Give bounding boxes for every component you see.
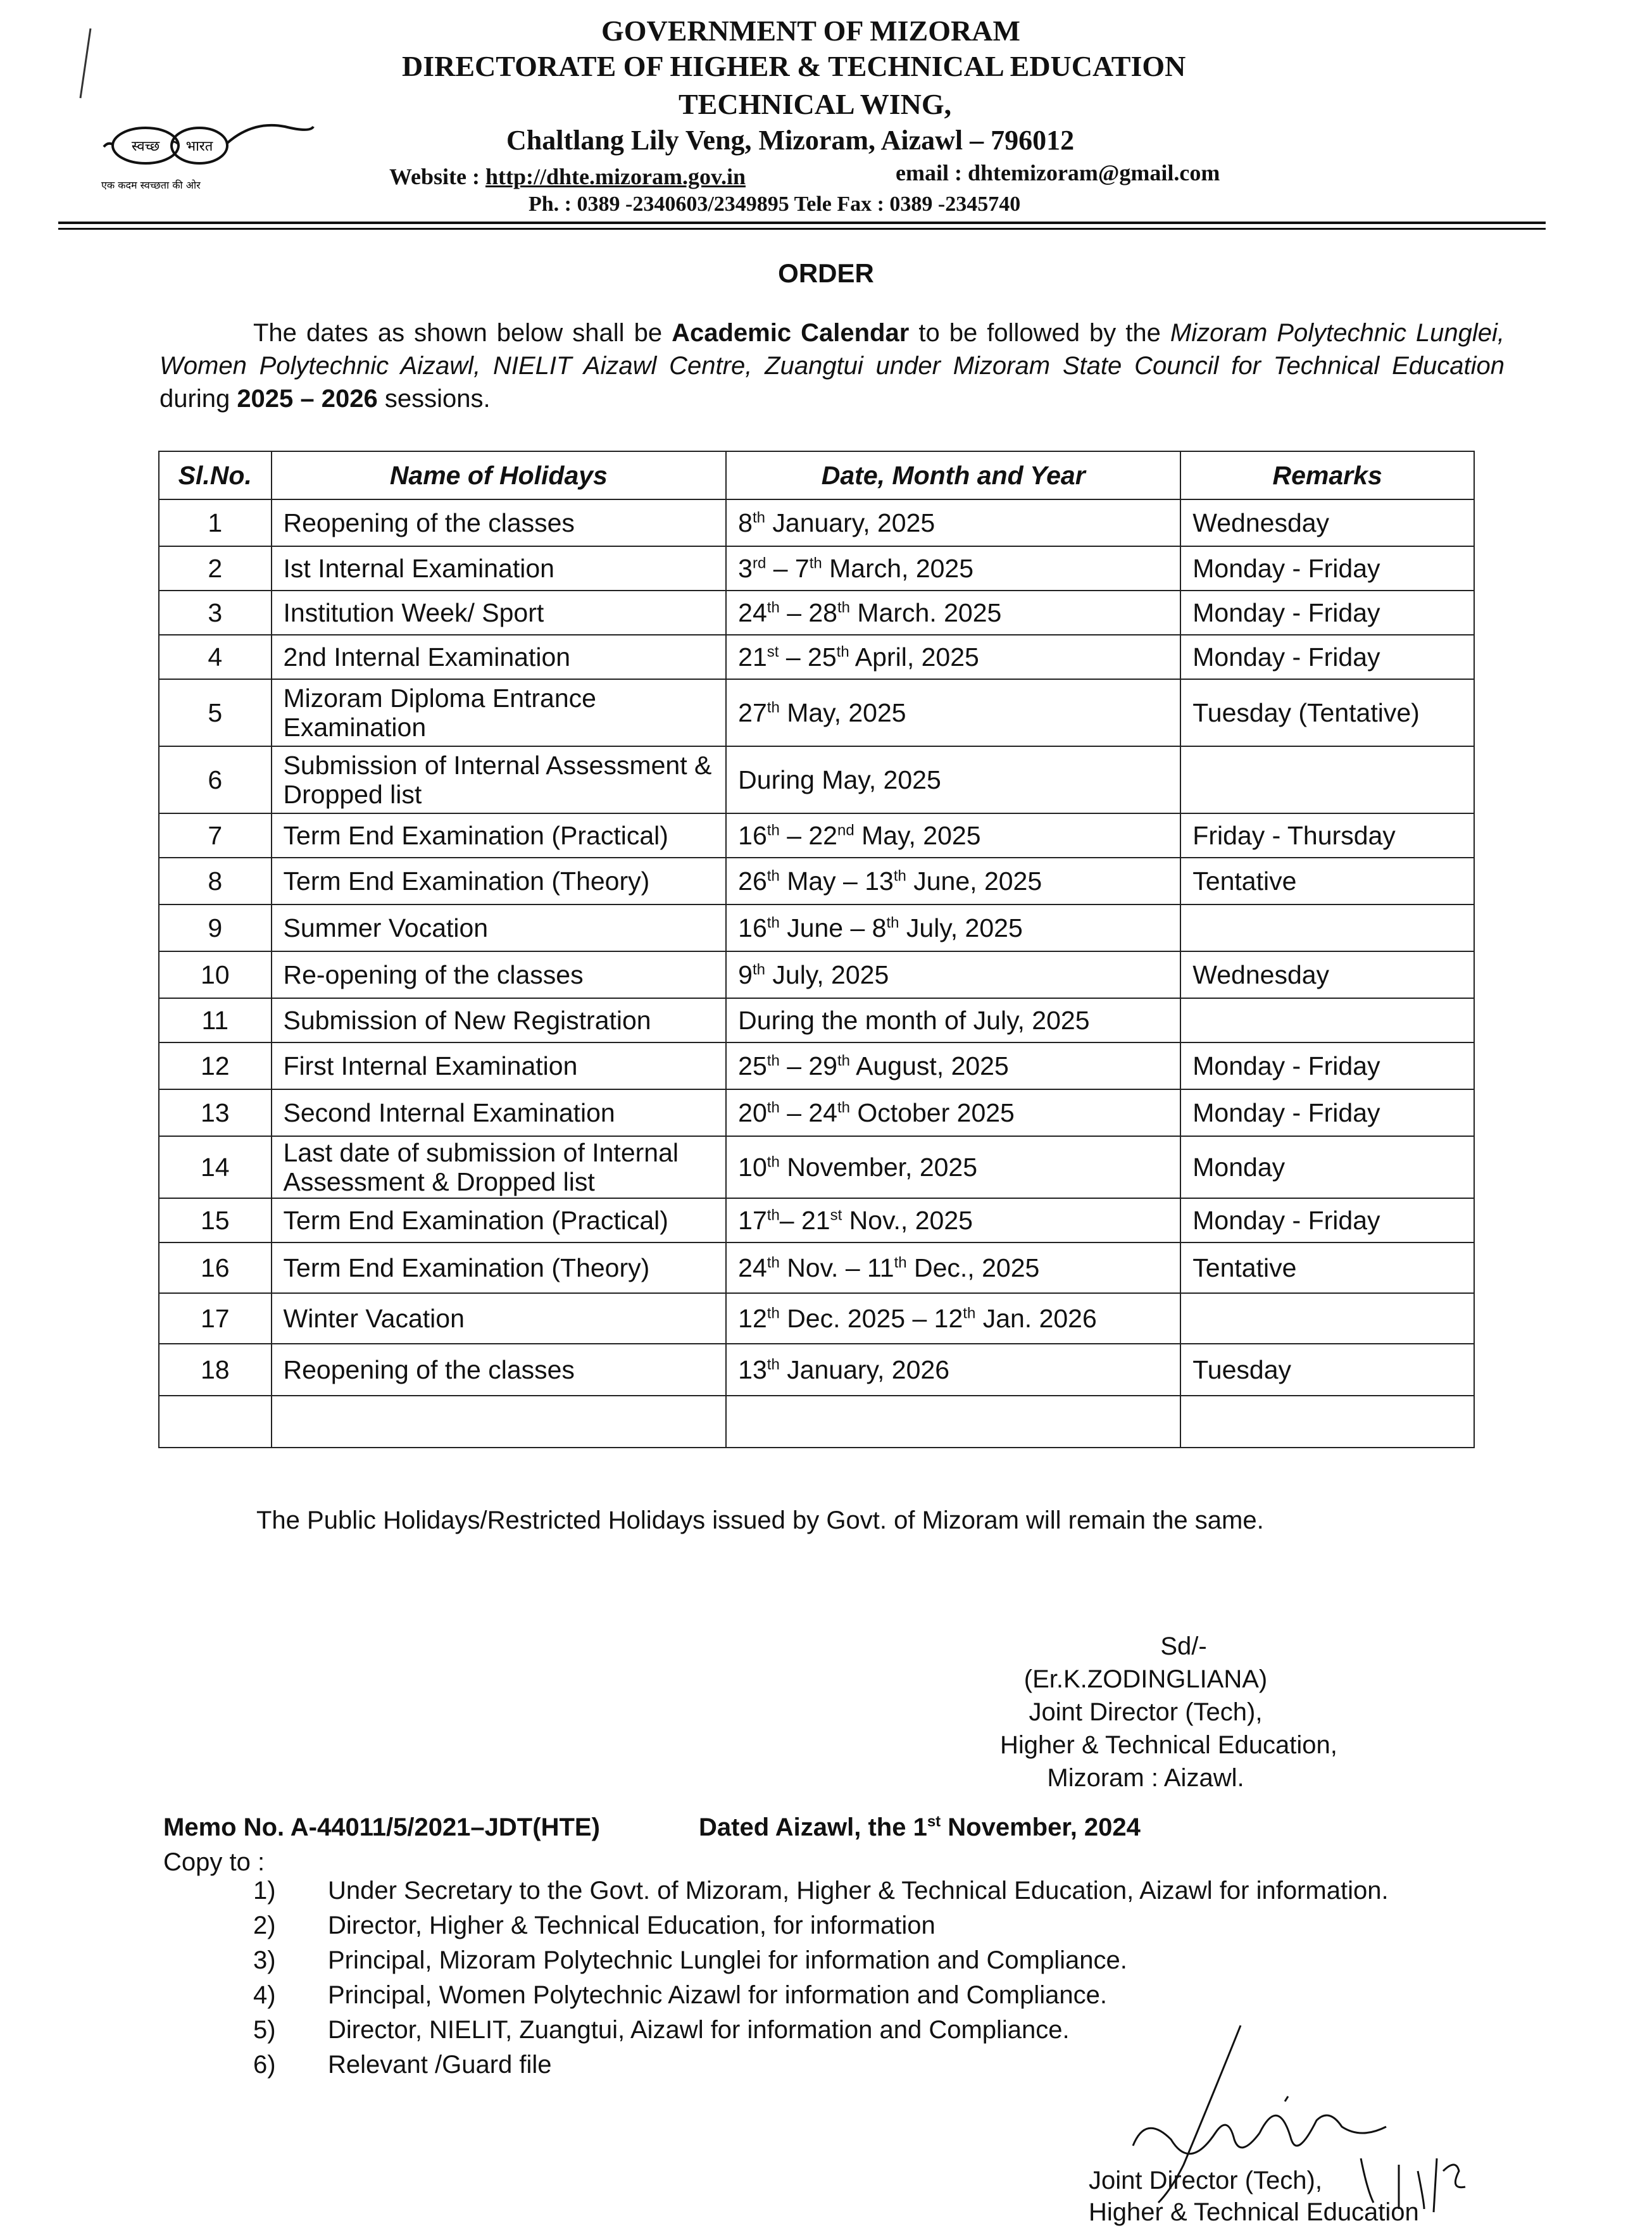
table-row bbox=[159, 1396, 1474, 1448]
phone-line: Ph. : 0389 -2340603/2349895 Tele Fax : 0389 -2345740 bbox=[529, 192, 1021, 216]
table-row bbox=[159, 679, 1474, 746]
row-remarks: Monday - Friday bbox=[1180, 1198, 1474, 1242]
row-slno: 7 bbox=[159, 813, 272, 858]
row-remarks: Monday - Friday bbox=[1180, 546, 1474, 591]
row-holiday-name: 2nd Internal Examination bbox=[272, 635, 727, 679]
website-label: Website : bbox=[389, 164, 480, 189]
copy-to-text: Principal, Women Polytechnic Aizawl for information and Compliance. bbox=[328, 1981, 1107, 2009]
row-date: 24th Nov. – 11th Dec., 2025 bbox=[726, 1242, 1180, 1293]
logo-right-word: भारत bbox=[185, 139, 213, 154]
govt-title: GOVERNMENT OF MIZORAM bbox=[601, 15, 1020, 47]
table-row bbox=[159, 546, 1474, 591]
website-line bbox=[389, 163, 746, 190]
order-title: ORDER bbox=[778, 258, 874, 288]
row-date: 20th – 24th October 2025 bbox=[726, 1089, 1180, 1136]
wing-title: TECHNICAL WING, bbox=[679, 88, 952, 120]
table-row bbox=[159, 1344, 1474, 1396]
memo-date: Dated Aizawl, the 1st November, 2024 bbox=[699, 1813, 1141, 1841]
signature-designation: Joint Director (Tech), Higher & Technical Education bbox=[1089, 2167, 1419, 2226]
row-slno: 8 bbox=[159, 858, 272, 904]
row-date: 21st – 25th April, 2025 bbox=[726, 635, 1180, 679]
copy-to-text: Relevant /Guard file bbox=[328, 2051, 552, 2079]
pen-mark bbox=[73, 25, 98, 101]
signatory-name: (Er.K.ZODINGLIANA) bbox=[1023, 1665, 1268, 1693]
row-date: 27th May, 2025 bbox=[726, 679, 1180, 746]
address: Chaltlang Lily Veng, Mizoram, Aizawl – 796012 bbox=[506, 125, 1075, 156]
row-date: 12th Dec. 2025 – 12th Jan. 2026 bbox=[726, 1293, 1180, 1344]
order-paragraph: The dates as shown below shall be Academic Calendar to be followed by the Mizoram Polytechnic Lunglei, Women Polytechnic Aizawl, NIELIT Aizawl Centre, Zuangtui under Mizoram State Council for Technical Education during 2025 – 2026 sessions. bbox=[160, 319, 1505, 413]
row-remarks: Monday - Friday bbox=[1180, 1089, 1474, 1136]
table-header-row bbox=[159, 451, 1474, 499]
table-row bbox=[159, 813, 1474, 858]
row-remarks: Monday - Friday bbox=[1180, 1042, 1474, 1089]
row-holiday-name: Reopening of the classes bbox=[272, 499, 727, 546]
row-holiday-name: Reopening of the classes bbox=[272, 1344, 727, 1396]
row-remarks bbox=[1180, 904, 1474, 951]
col-header-slno: Sl.No. bbox=[159, 451, 272, 499]
copy-to-label: Copy to : bbox=[163, 1848, 265, 1876]
row-date: 10th November, 2025 bbox=[726, 1136, 1180, 1198]
copy-to-number: 1) bbox=[253, 1877, 276, 1905]
row-holiday-name: Ist Internal Examination bbox=[272, 546, 727, 591]
row-holiday-name: Last date of submission of Internal Assessment & Dropped list bbox=[272, 1136, 727, 1198]
row-date: 9th July, 2025 bbox=[726, 951, 1180, 998]
swachh-bharat-logo-icon bbox=[95, 120, 335, 196]
row-holiday-name: Term End Examination (Theory) bbox=[272, 858, 727, 904]
table-row bbox=[159, 1136, 1474, 1198]
row-slno: 14 bbox=[159, 1136, 272, 1198]
row-remarks: Tuesday bbox=[1180, 1344, 1474, 1396]
public-holidays-note: The Public Holidays/Restricted Holidays issued by Govt. of Mizoram will remain the same. bbox=[256, 1506, 1264, 1534]
row-date: 26th May – 13th June, 2025 bbox=[726, 858, 1180, 904]
row-slno: 16 bbox=[159, 1242, 272, 1293]
row-slno: 15 bbox=[159, 1198, 272, 1242]
academic-calendar-table bbox=[158, 451, 1475, 1448]
table-row bbox=[159, 1042, 1474, 1089]
table-row bbox=[159, 1089, 1474, 1136]
signatory-block bbox=[1000, 1630, 1337, 1794]
directorate-title: DIRECTORATE OF HIGHER & TECHNICAL EDUCATION bbox=[402, 50, 1186, 82]
copy-to-number: 2) bbox=[253, 1912, 276, 1939]
row-date: 16th – 22nd May, 2025 bbox=[726, 813, 1180, 858]
table-row bbox=[159, 1242, 1474, 1293]
row-slno: 9 bbox=[159, 904, 272, 951]
row-slno: 6 bbox=[159, 746, 272, 813]
row-date: 13th January, 2026 bbox=[726, 1344, 1180, 1396]
table-row bbox=[159, 998, 1474, 1042]
row-slno: 4 bbox=[159, 635, 272, 679]
copy-to-number: 5) bbox=[253, 2016, 276, 2044]
row-remarks: Monday - Friday bbox=[1180, 591, 1474, 635]
row-date: 24th – 28th March. 2025 bbox=[726, 591, 1180, 635]
table-row bbox=[159, 1293, 1474, 1344]
email-address[interactable]: dhtemizoram@gmail.com bbox=[967, 160, 1220, 185]
copy-to-text: Director, Higher & Technical Education, for information bbox=[328, 1912, 936, 1939]
row-slno: 5 bbox=[159, 679, 272, 746]
row-holiday-name: First Internal Examination bbox=[272, 1042, 727, 1089]
row-date: 8th January, 2025 bbox=[726, 499, 1180, 546]
row-remarks bbox=[1180, 746, 1474, 813]
row-holiday-name: Term End Examination (Theory) bbox=[272, 1242, 727, 1293]
row-date: During May, 2025 bbox=[726, 746, 1180, 813]
row-holiday-name: Institution Week/ Sport bbox=[272, 591, 727, 635]
row-remarks: Tentative bbox=[1180, 858, 1474, 904]
row-slno bbox=[159, 1396, 272, 1448]
row-date bbox=[726, 1396, 1180, 1448]
row-slno: 2 bbox=[159, 546, 272, 591]
row-remarks bbox=[1180, 998, 1474, 1042]
copy-to-text: Under Secretary to the Govt. of Mizoram, Higher & Technical Education, Aizawl for information. bbox=[328, 1877, 1389, 1905]
row-slno: 17 bbox=[159, 1293, 272, 1344]
row-remarks: Wednesday bbox=[1180, 499, 1474, 546]
header-rule-bottom bbox=[58, 228, 1546, 230]
sd-mark: Sd/- bbox=[1160, 1632, 1207, 1660]
table-row bbox=[159, 635, 1474, 679]
email-label: email : bbox=[896, 160, 962, 185]
row-slno: 1 bbox=[159, 499, 272, 546]
table-row bbox=[159, 746, 1474, 813]
table-row bbox=[159, 1198, 1474, 1242]
row-slno: 3 bbox=[159, 591, 272, 635]
row-slno: 11 bbox=[159, 998, 272, 1042]
row-slno: 12 bbox=[159, 1042, 272, 1089]
col-header-remarks: Remarks bbox=[1180, 451, 1474, 499]
row-holiday-name: Term End Examination (Practical) bbox=[272, 1198, 727, 1242]
row-date: 25th – 29th August, 2025 bbox=[726, 1042, 1180, 1089]
row-slno: 10 bbox=[159, 951, 272, 998]
row-slno: 13 bbox=[159, 1089, 272, 1136]
col-header-name: Name of Holidays bbox=[272, 451, 727, 499]
row-date: During the month of July, 2025 bbox=[726, 998, 1180, 1042]
row-holiday-name: Summer Vocation bbox=[272, 904, 727, 951]
table-row bbox=[159, 904, 1474, 951]
copy-to-number: 6) bbox=[253, 2051, 276, 2079]
memo-number: Memo No. A-44011/5/2021–JDT(HTE) bbox=[163, 1813, 600, 1841]
row-holiday-name: Mizoram Diploma Entrance Examination bbox=[272, 679, 727, 746]
row-holiday-name: Term End Examination (Practical) bbox=[272, 813, 727, 858]
email-line bbox=[896, 160, 1220, 186]
row-remarks bbox=[1180, 1396, 1474, 1448]
table-row bbox=[159, 499, 1474, 546]
row-remarks: Tuesday (Tentative) bbox=[1180, 679, 1474, 746]
copy-to-number: 4) bbox=[253, 1981, 276, 2009]
row-remarks bbox=[1180, 1293, 1474, 1344]
row-remarks: Monday bbox=[1180, 1136, 1474, 1198]
row-date: 3rd – 7th March, 2025 bbox=[726, 546, 1180, 591]
row-holiday-name: Submission of New Registration bbox=[272, 998, 727, 1042]
col-header-date: Date, Month and Year bbox=[726, 451, 1180, 499]
signatory-designation: Joint Director (Tech), bbox=[1029, 1698, 1263, 1726]
table-row bbox=[159, 951, 1474, 998]
logo-left-word: स्वच्छ bbox=[131, 139, 160, 154]
row-holiday-name bbox=[272, 1396, 727, 1448]
row-holiday-name: Submission of Internal Assessment & Dropped list bbox=[272, 746, 727, 813]
row-remarks: Monday - Friday bbox=[1180, 635, 1474, 679]
copy-to-text: Director, NIELIT, Zuangtui, Aizawl for information and Compliance. bbox=[328, 2016, 1070, 2044]
row-slno: 18 bbox=[159, 1344, 272, 1396]
header-rule-top bbox=[58, 222, 1546, 224]
logo-tagline: एक कदम स्वच्छता की ओर bbox=[101, 179, 201, 191]
row-holiday-name: Re-opening of the classes bbox=[272, 951, 727, 998]
row-holiday-name: Second Internal Examination bbox=[272, 1089, 727, 1136]
table-row bbox=[159, 858, 1474, 904]
copy-to-number: 3) bbox=[253, 1946, 276, 1974]
signatory-dept: Higher & Technical Education, bbox=[1000, 1731, 1337, 1759]
copy-to-text: Principal, Mizoram Polytechnic Lunglei for information and Compliance. bbox=[328, 1946, 1127, 1974]
row-remarks: Wednesday bbox=[1180, 951, 1474, 998]
table-row bbox=[159, 591, 1474, 635]
row-remarks: Tentative bbox=[1180, 1242, 1474, 1293]
website-link[interactable]: http://dhte.mizoram.gov.in bbox=[485, 164, 746, 189]
row-date: 16th June – 8th July, 2025 bbox=[726, 904, 1180, 951]
row-remarks: Friday - Thursday bbox=[1180, 813, 1474, 858]
row-holiday-name: Winter Vacation bbox=[272, 1293, 727, 1344]
row-date: 17th– 21st Nov., 2025 bbox=[726, 1198, 1180, 1242]
signatory-place: Mizoram : Aizawl. bbox=[1047, 1764, 1244, 1792]
